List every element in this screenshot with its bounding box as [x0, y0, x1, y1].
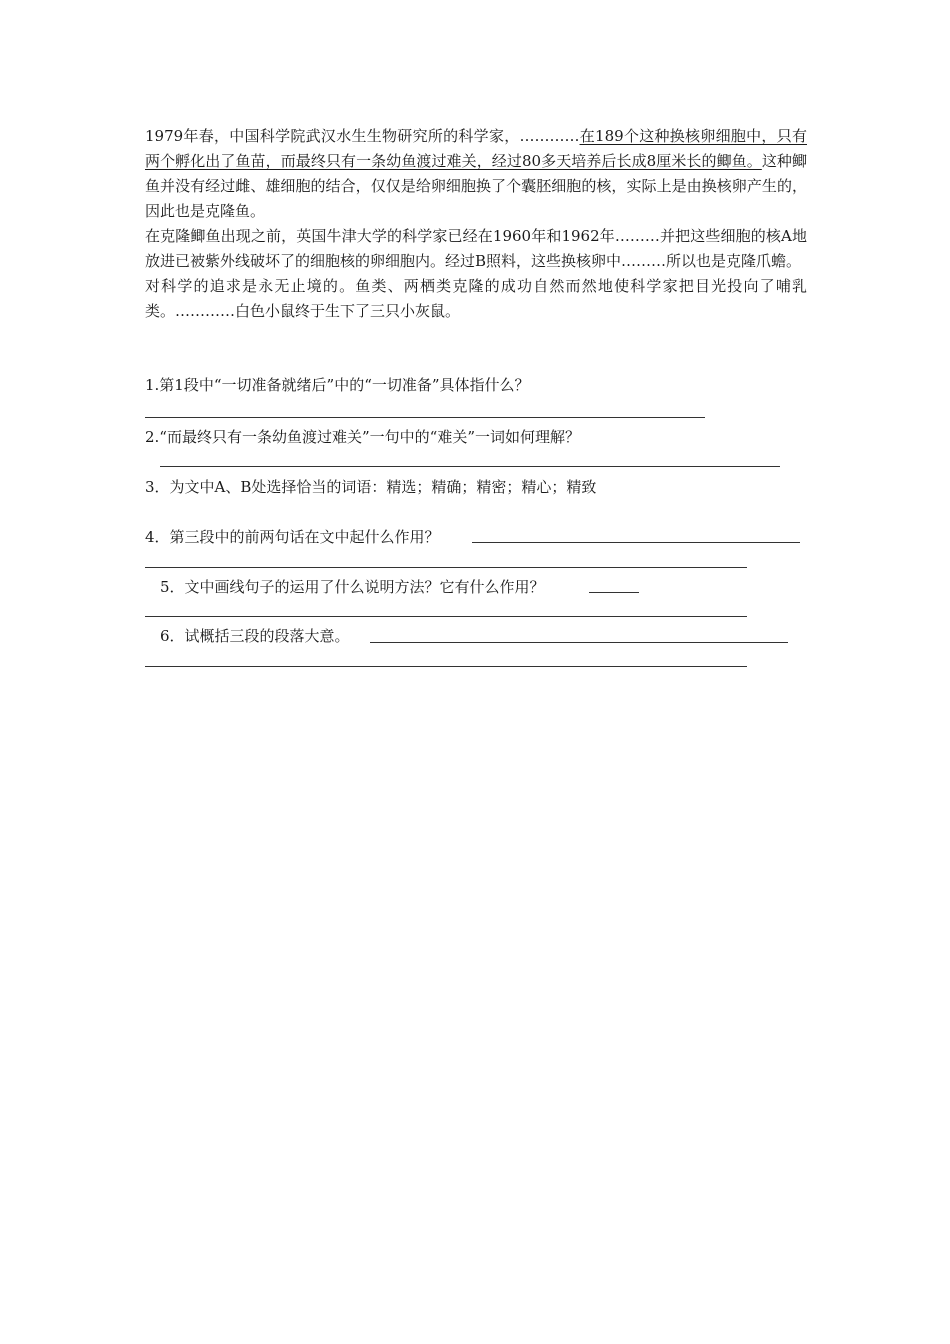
answer-line-6b[interactable] [145, 666, 747, 667]
paragraph-1 [145, 124, 807, 224]
question-6: 6．试概括三段的段落大意。 [160, 627, 350, 645]
reading-passage [145, 124, 807, 324]
answer-line-4b[interactable] [145, 567, 747, 568]
question-5: 5．文中画线句子的运用了什么说明方法？它有什么作用？ [160, 578, 545, 596]
answer-line-4a[interactable] [472, 542, 800, 543]
question-2: 2.“而最终只有一条幼鱼渡过难关”一句中的“难关”一词如何理解？ [145, 428, 580, 446]
answer-line-1[interactable] [145, 417, 705, 418]
answer-line-5b[interactable] [145, 616, 747, 617]
paragraph-1-text-a: 1979年春，中国科学院武汉水生生物研究所的科学家，………… [145, 127, 580, 145]
answer-line-2[interactable] [160, 466, 780, 467]
question-1: 1.第1段中“一切准备就绪后”中的“一切准备”具体指什么？ [145, 376, 530, 394]
paragraph-2: 在克隆鲫鱼出现之前，英国牛津大学的科学家已经在1960年和1962年………并把这些细胞的核A地放进已被紫外线破坏了的细胞核的卵细胞内。经过B照料，这些换核卵中………所以也是克隆爪蟾。 [145, 227, 807, 270]
underlined-sentence: 在189个这种换核卵细胞中，只有两个孵化出了鱼苗，而最终只有一条幼鱼渡过难关，经过80多天培养后长成8厘米长的鲫鱼。 [145, 127, 807, 170]
paragraph-1-text-b: 这种鲫鱼并没有经过雌、雄细胞的结合，仅仅是给卵细胞换了个囊胚细胞的核，实际上是由换核卵产生的，因此也是克隆鱼。 [145, 152, 807, 220]
question-4: 4．第三段中的前两句话在文中起什么作用？ [145, 528, 440, 546]
question-3: 3．为文中A、B处选择恰当的词语：精选；精确；精密；精心；精致 [145, 478, 597, 496]
paragraph-3: 对科学的追求是永无止境的。鱼类、两栖类克隆的成功自然而然地使科学家把目光投向了哺乳类。…………白色小鼠终于生下了三只小灰鼠。 [145, 277, 807, 320]
answer-line-6a[interactable] [370, 642, 788, 643]
answer-line-5a[interactable] [589, 592, 639, 593]
